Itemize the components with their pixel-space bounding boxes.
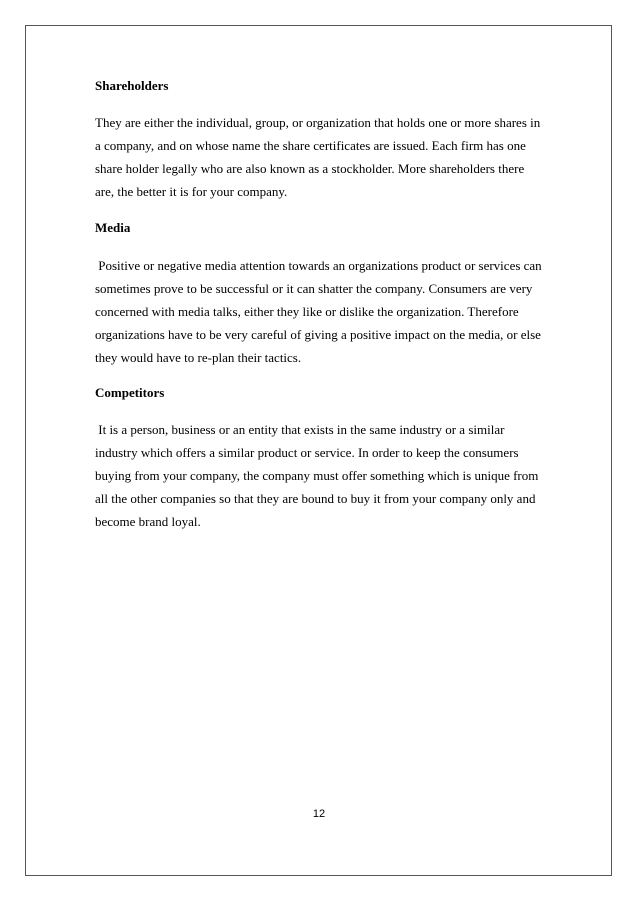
paragraph-line: buying from your company, the company must offer something which is unique from (95, 468, 539, 483)
section-heading-media: Media (95, 220, 131, 235)
paragraph-line: become brand loyal. (95, 514, 201, 529)
paragraph-line: they would have to re-plan their tactics. (95, 350, 302, 365)
paragraph-line: are, the better it is for your company. (95, 184, 288, 199)
paragraph-line: industry which offers a similar product or service. In order to keep the consumers (95, 445, 519, 460)
paragraph-line: organizations have to be very careful of giving a positive impact on the media, or else (95, 327, 541, 342)
paragraph-line: They are either the individual, group, or organization that holds one or more shares in (95, 115, 541, 130)
paragraph-line: a company, and on whose name the share certificates are issued. Each firm has one (95, 138, 526, 153)
paragraph-line: share holder legally who are also known as a stockholder. More shareholders there (95, 161, 525, 176)
paragraph-line: Positive or negative media attention towards an organizations product or services can (95, 258, 542, 273)
paragraph-line: It is a person, business or an entity that exists in the same industry or a similar (95, 422, 505, 437)
section-heading-shareholders: Shareholders (95, 78, 169, 93)
paragraph-line: sometimes prove to be successful or it can shatter the company. Consumers are very (95, 281, 533, 296)
page-number: 12 (312, 808, 326, 820)
paragraph-line: concerned with media talks, either they like or dislike the organization. Therefore (95, 304, 519, 319)
paragraph-line: all the other companies so that they are bound to buy it from your company only and (95, 491, 536, 506)
section-heading-competitors: Competitors (95, 385, 165, 400)
